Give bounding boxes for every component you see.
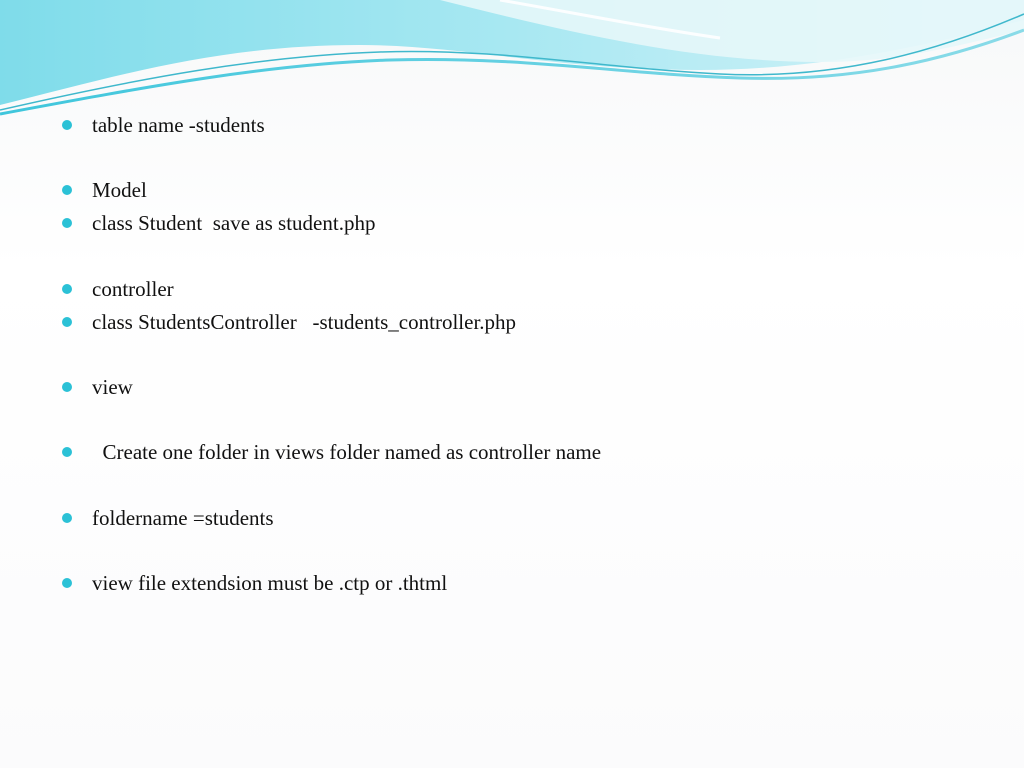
bullet-text: table name -students [92,113,265,137]
bullet-dot-icon [62,382,72,392]
bullet-item [62,308,517,336]
bullet-dot-icon [62,185,72,195]
bullet-dot-icon [62,120,72,130]
bullet-item [62,176,147,204]
bullet-text: view file extendsion must be .ctp or .thtml [92,571,448,595]
bullet-text: Create one folder in views folder named as controller name [92,440,602,464]
bullet-item [62,569,448,597]
bullet-dot-icon [62,284,72,294]
bullet-dot-icon [62,578,72,588]
bullet-item [62,438,602,466]
bullet-text: Model [92,178,147,202]
bullet-text: view [92,375,133,399]
bullet-text: foldername =students [92,506,274,530]
bullet-text: class StudentsController -students_controller.php [92,310,517,334]
bullet-dot-icon [62,317,72,327]
bullet-dot-icon [62,447,72,457]
bullet-item [62,209,376,237]
bullet-item [62,111,265,139]
bullet-item [62,504,274,532]
bullet-dot-icon [62,218,72,228]
bullet-dot-icon [62,513,72,523]
bullet-item [62,373,133,401]
bullet-item [62,275,174,303]
bullet-text: controller [92,277,174,301]
bullet-text: class Student save as student.php [92,211,376,235]
